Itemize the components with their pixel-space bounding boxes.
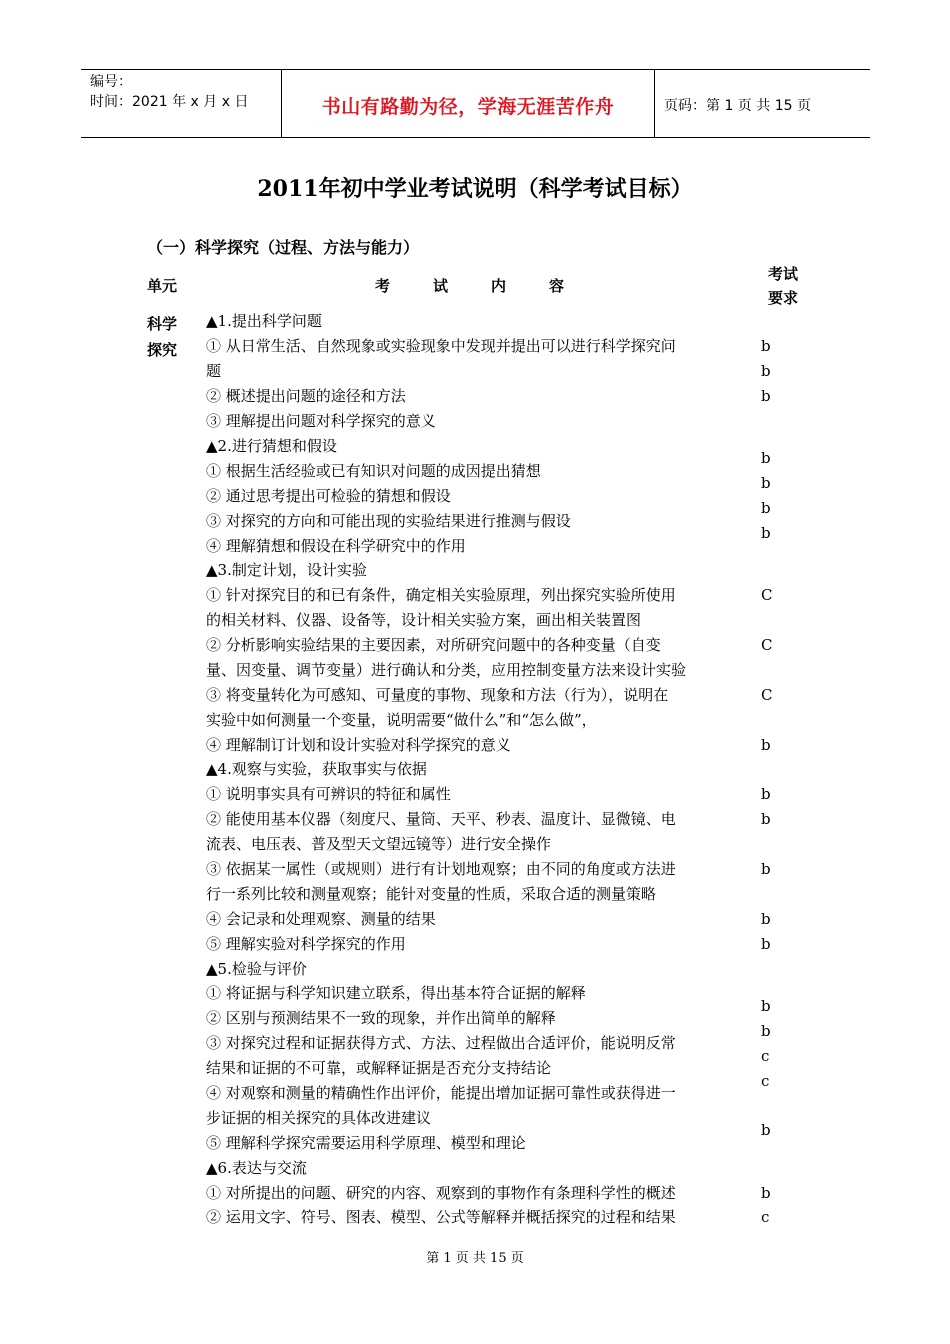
content-line: ▲6.表达与交流 [206,1159,307,1177]
requirement-grade: c [761,1208,770,1226]
content-line: ④ 对观察和测量的精确性作出评价，能提出增加证据可靠性或获得进一 [206,1084,676,1102]
content-line: 结果和证据的不可靠，或解释证据是否充分支持结论 [206,1059,552,1077]
requirement-grade: c [761,1047,770,1065]
requirement-grade: b [761,935,771,953]
content-line: ② 分析影响实验结果的主要因素，对所研究问题中的各种变量（自变 [206,636,661,654]
column-header-content [375,275,607,296]
content-line: 步证据的相关探究的具体改进建议 [206,1109,432,1127]
content-line: ▲2.进行猜想和假设 [206,437,337,455]
column-header-char: 试 [433,277,449,295]
requirement-grade: b [761,499,771,517]
page-footer: 第 1 页 共 15 页 [426,1251,524,1266]
requirement-grade: c [761,1072,770,1090]
document-title: 2011年初中学业考试说明（科学考试目标） [257,176,693,202]
header-motto: 书山有路勤为径，学海无涯苦作舟 [321,96,615,118]
content-line: 量、因变量、调节变量）进行确认和分类，应用控制变量方法来设计实验 [206,661,687,679]
header-meta [90,72,248,112]
content-line: ③ 依据某一属性（或规则）进行有计划地观察；由不同的角度或方法进 [206,860,676,878]
requirement-grade: b [761,1121,771,1139]
content-line: ② 概述提出问题的途径和方法 [206,387,406,405]
content-line: ④ 会记录和处理观察、测量的结果 [206,910,436,928]
column-header-char: 内 [491,277,507,295]
content-line: 实验中如何测量一个变量，说明需要“做什么”和“怎么做”， [206,711,597,729]
header-divider [654,70,655,137]
unit-name-line: 科学 [147,315,178,333]
content-line: ① 说明事实具有可辨识的特征和属性 [206,785,451,803]
column-header-requirement [768,262,808,310]
requirement-grade: b [761,474,771,492]
requirement-grade: b [761,524,771,542]
requirement-grade: b [761,449,771,467]
content-line: ④ 理解猜想和假设在科学研究中的作用 [206,537,466,555]
content-line: ② 通过思考提出可检验的猜想和假设 [206,487,451,505]
content-line: ⑤ 理解科学探究需要运用科学原理、模型和理论 [206,1134,526,1152]
column-header-char: 容 [549,277,565,295]
content-line: 流表、电压表、普及型天文望远镜等）进行安全操作 [206,835,552,853]
content-line: 行一系列比较和测量观察；能针对变量的性质，采取合适的测量策略 [206,885,657,903]
content-line: ② 运用文字、符号、图表、模型、公式等解释并概括探究的过程和结果 [206,1208,676,1226]
content-line: ① 从日常生活、自然现象或实验现象中发现并提出可以进行科学探究问 [206,337,676,355]
unit-name [147,311,187,363]
time-label: 时间：2021 年 x 月 x 日 [90,94,249,110]
requirement-grade: b [761,910,771,928]
content-line: 的相关材料、仪器、设备等，设计相关实验方案，画出相关装置图 [206,611,642,629]
content-line: ⑤ 理解实验对科学探究的作用 [206,935,406,953]
content-line: ③ 对探究的方向和可能出现的实验结果进行推测与假设 [206,512,571,530]
content-line: ③ 将变量转化为可感知、可量度的事物、现象和方法（行为），说明在 [206,686,669,704]
requirement-label-line: 考试 [768,265,799,283]
page-header [81,69,870,138]
requirement-grade: b [761,362,771,380]
column-header-unit: 单元 [147,277,178,295]
content-line: ① 针对探究目的和已有条件，确定相关实验原理，列出探究实验所使用 [206,586,676,604]
content-line: ▲3.制定计划，设计实验 [206,561,367,579]
requirement-grade: b [761,1184,771,1202]
requirement-grade: b [761,337,771,355]
content-line: ▲1.提出科学问题 [206,312,322,330]
requirement-grade: C [761,586,773,604]
requirement-grade: b [761,810,771,828]
requirement-grade: b [761,387,771,405]
requirement-grade: b [761,997,771,1015]
column-header-char: 考 [375,277,391,295]
content-line: 题 [206,362,222,380]
content-line: ② 区别与预测结果不一致的现象，并作出简单的解释 [206,1009,556,1027]
unit-name-line: 探究 [147,341,178,359]
code-label: 编号： [90,74,132,90]
content-line: ③ 对探究过程和证据获得方式、方法、过程做出合适评价，能说明反常 [206,1034,676,1052]
content-line: ▲4.观察与实验，获取事实与依据 [206,760,427,778]
requirement-grade: b [761,860,771,878]
content-line: ③ 理解提出问题对科学探究的意义 [206,412,436,430]
content-line: ① 根据生活经验或已有知识对问题的成因提出猜想 [206,462,541,480]
requirement-grade: C [761,636,773,654]
page-info: 页码：第 1 页 共 15 页 [664,98,811,114]
content-line: ① 将证据与科学知识建立联系，得出基本符合证据的解释 [206,984,586,1002]
content-line: ▲5.检验与评价 [206,960,307,978]
requirement-grade: b [761,785,771,803]
content-line: ④ 理解制订计划和设计实验对科学探究的意义 [206,736,511,754]
requirement-label-line: 要求 [768,289,799,307]
content-line: ① 对所提出的问题、研究的内容、观察到的事物作有条理科学性的概述 [206,1184,676,1202]
requirement-grade: b [761,736,771,754]
section-title: （一）科学探究（过程、方法与能力） [147,238,420,257]
requirement-grade: C [761,686,773,704]
content-line: ② 能使用基本仪器（刻度尺、量筒、天平、秒表、温度计、显微镜、电 [206,810,676,828]
requirement-grade: b [761,1022,771,1040]
